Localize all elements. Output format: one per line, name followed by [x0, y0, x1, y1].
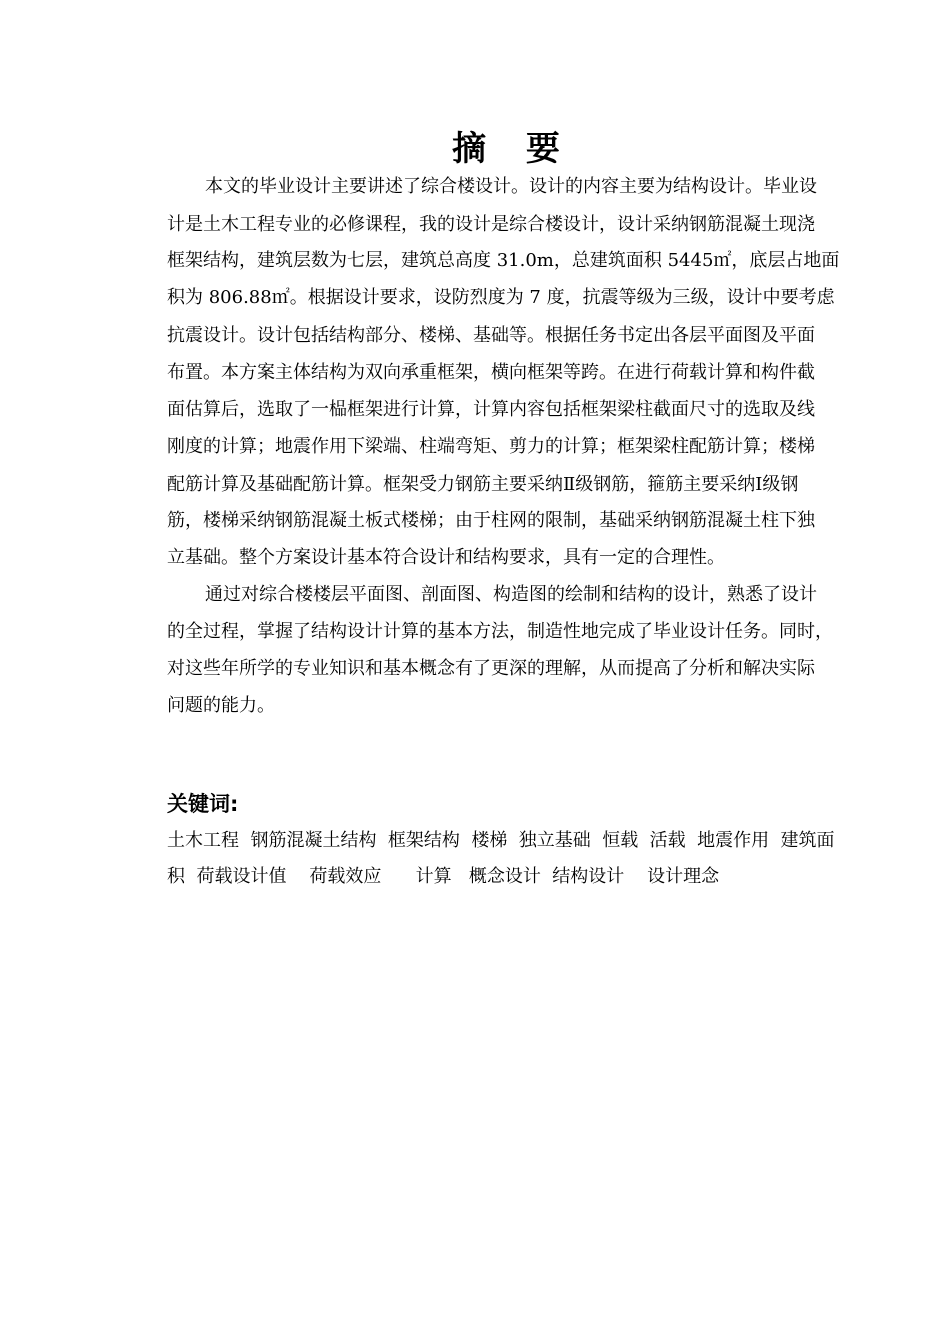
- paragraph-2-line-4: 问题的能力。: [167, 695, 275, 716]
- paragraph-1-line-5: 抗震设计。设计包括结构部分、楼梯、基础等。根据任务书定出各层平面图及平面: [167, 325, 815, 346]
- keywords-line-2: 积 荷载设计值 荷载效应 计算 概念设计 结构设计 设计理念: [167, 866, 720, 887]
- paragraph-2-line-1: 通过对综合楼楼层平面图、剖面图、构造图的绘制和结构的设计，熟悉了设计: [205, 584, 817, 605]
- paragraph-1-line-8: 刚度的计算；地震作用下梁端、柱端弯矩、剪力的计算；框架梁柱配筋计算；楼梯: [167, 436, 815, 457]
- paragraph-2-line-2: 的全过程，掌握了结构设计计算的基本方法，制造性地完成了毕业设计任务。同时，: [167, 621, 833, 642]
- paragraph-2-line-3: 对这些年所学的专业知识和基本概念有了更深的理解，从而提高了分析和解决实际: [167, 658, 815, 679]
- paragraph-1-line-11: 立基础。整个方案设计基本符合设计和结构要求，具有一定的合理性。: [167, 547, 725, 568]
- paragraph-1-line-9: 配筋计算及基础配筋计算。框架受力钢筋主要采纳Ⅱ级钢筋，箍筋主要采纳Ⅰ级钢: [167, 474, 799, 495]
- paragraph-1-line-2: 计是土木工程专业的必修课程，我的设计是综合楼设计，设计采纳钢筋混凝土现浇: [167, 214, 815, 235]
- paragraph-1-line-6: 布置。本方案主体结构为双向承重框架，横向框架等跨。在进行荷载计算和构件截: [167, 362, 815, 383]
- paragraph-1-line-4: 积为 806.88㎡。根据设计要求，设防烈度为 7 度，抗震等级为三级，设计中要考虑: [167, 287, 835, 308]
- paragraph-1-line-7: 面估算后，选取了一榀框架进行计算，计算内容包括框架梁柱截面尺寸的选取及线: [167, 399, 815, 420]
- keywords-line-1: 土木工程 钢筋混凝土结构 框架结构 楼梯 独立基础 恒载 活载 地震作用 建筑面: [167, 830, 835, 851]
- paragraph-1-line-3: 框架结构，建筑层数为七层，建筑总高度 31.0m，总建筑面积 5445㎡，底层占地面: [167, 250, 840, 271]
- paragraph-1-line-1: 本文的毕业设计主要讲述了综合楼设计。设计的内容主要为结构设计。毕业设: [205, 176, 817, 197]
- paragraph-1-line-10: 筋，楼梯采纳钢筋混凝土板式楼梯；由于柱网的限制，基础采纳钢筋混凝土柱下独: [167, 510, 815, 531]
- abstract-title: 摘 要: [452, 129, 574, 169]
- keywords-heading: 关键词:: [167, 792, 239, 816]
